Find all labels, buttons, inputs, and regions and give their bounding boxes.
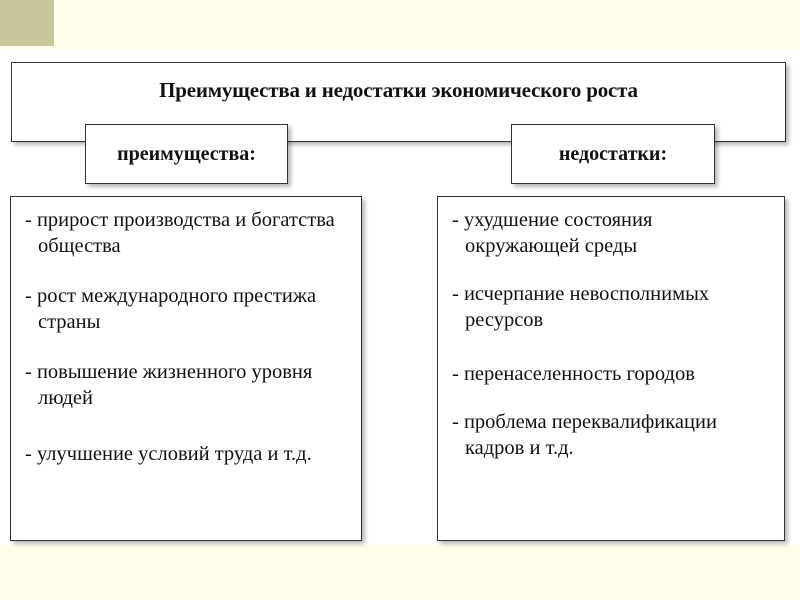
disadvantages-item: - проблема переквалификации кадров и т.д. (452, 411, 717, 459)
disadvantages-item: - перенаселенность городов (452, 363, 695, 385)
advantages-list (10, 196, 362, 541)
advantages-heading: преимущества: (117, 142, 256, 165)
slide-accent-square (0, 0, 54, 46)
advantages-item: - рост международного престижа страны (25, 285, 317, 333)
disadvantages-item: - ухудшение состояния окружающей среды (452, 209, 653, 257)
advantages-item: - прирост производства и богатства общества (25, 209, 335, 257)
disadvantages-list (437, 196, 785, 541)
advantages-item: - повышение жизненного уровня людей (25, 361, 313, 409)
disadvantages-heading: недостатки: (558, 142, 668, 165)
disadvantages-heading-box (511, 124, 715, 184)
advantages-item: - улучшение условий труда и т.д. (25, 443, 312, 465)
diagram-title: Преимущества и недостатки экономического роста (159, 78, 638, 102)
advantages-heading-box (85, 124, 288, 184)
disadvantages-item: - исчерпание невосполнимых ресурсов (452, 283, 710, 331)
